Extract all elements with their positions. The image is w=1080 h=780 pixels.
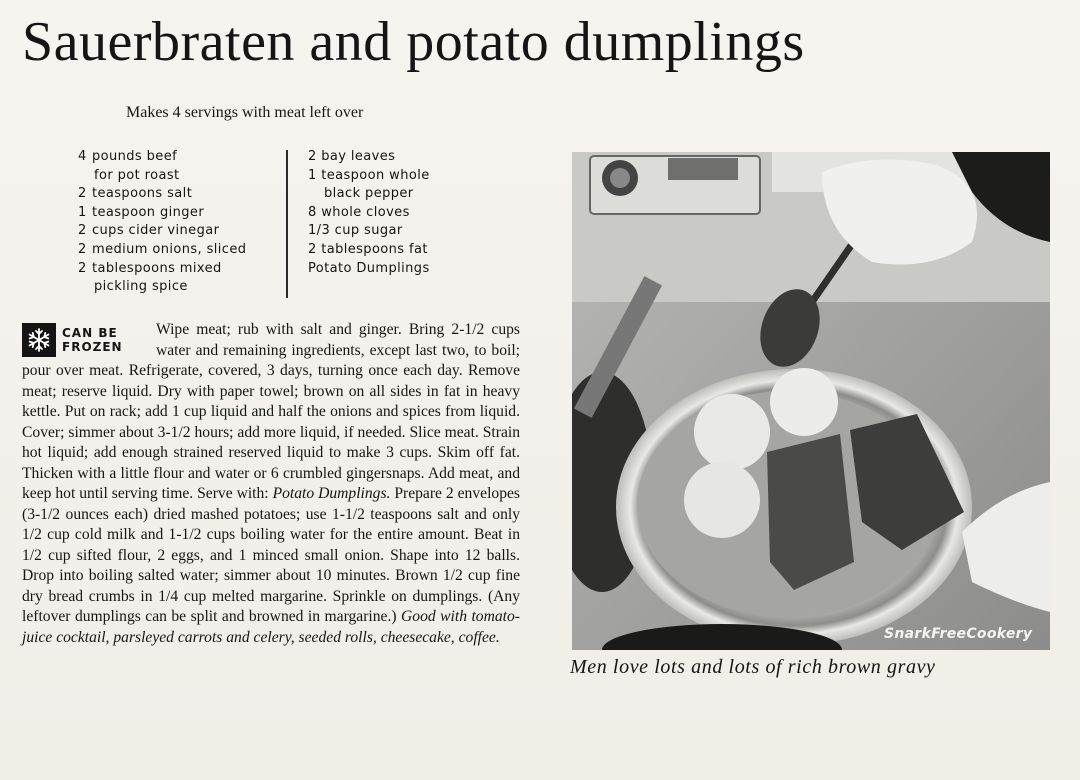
- servings-note: Makes 4 servings with meat left over: [126, 104, 364, 121]
- ingredient-quantity: 2: [78, 186, 87, 202]
- ingredient-item: [78, 204, 246, 223]
- directions-main-text: Wipe meat; rub with salt and ginger. Bring 2-1/2 cups water and remaining ingredients, except last two, to boil; pour over meat. Refrigerate, covered, 3 days, turning once each day. Remove meat; reserve liquid. Dry with paper towel; brown on all sides in fat in heavy kettle. Put on rack; add 1 cup liquid and half the onions and spices from liquid. Cover; simmer about 3-1/2 hours; add more liquid, if needed. Slice meat. Strain hot liquid; add enough strained reserved liquid to make 3 cups. Skim off fat. Thicken with a little flour and water or 6 crumbled gingersnaps. Add meat, and keep hot until serving time. Serve with:: [22, 321, 520, 502]
- recipe-title: Sauerbraten and potato dumplings: [22, 11, 805, 73]
- ingredients-right-column: [308, 148, 430, 278]
- ingredient-item: [78, 278, 246, 297]
- can-be-frozen-label: CAN BE FROZEN: [62, 326, 123, 354]
- ingredient-quantity: 2: [78, 241, 87, 257]
- ingredient-item: 8 whole cloves: [308, 204, 410, 220]
- ingredient-text: teaspoons salt: [92, 186, 193, 202]
- ingredient-item: [78, 148, 246, 167]
- ingredients-left-column: [78, 148, 246, 297]
- ingredient-quantity: 4: [78, 149, 87, 164]
- ingredient-item: 2 tablespoons fat: [308, 241, 428, 257]
- ingredient-item: black pepper: [324, 186, 414, 202]
- ingredient-item: Potato Dumplings: [308, 260, 430, 276]
- ingredient-item: [78, 222, 246, 241]
- ingredient-text: cups cider vinegar: [92, 223, 220, 239]
- ingredient-item: [78, 167, 246, 186]
- dumplings-text: Prepare 2 envelopes (3-1/2 ounces each) dried mashed potatoes; use 1-1/2 teaspoons salt and only 1/2 cup cold milk and 1-1/2 cups boiling water for the entire amount. Beat in 1/2 cup sifted flour, 2 eggs, and 1 minced small onion. Shape into 12 balls. Drop into boiling salted water; simmer about 10 minutes. Brown 1/2 cup fine dry bread crumbs in 1/4 cup melted margarine. Sprinkle on dumplings. (Any leftover dumplings can be split and browned in margarine.): [22, 485, 520, 625]
- dumplings-heading: Potato Dumplings.: [272, 485, 391, 502]
- ingredient-item: 1 teaspoon whole: [308, 167, 430, 183]
- ingredient-quantity: 2: [78, 260, 87, 276]
- ingredient-item: 1/3 cup sugar: [308, 223, 403, 239]
- ingredient-text: teaspoon ginger: [92, 204, 205, 220]
- ingredient-item: [78, 260, 246, 279]
- recipe-photo: [572, 152, 1050, 650]
- ingredient-quantity: 1: [78, 204, 87, 220]
- serving-suggestion: Good with tomato-juice cocktail, parsleyed carrots and celery, seeded rolls, cheesecake, coffee.: [22, 608, 520, 646]
- ingredient-quantity: 2: [78, 223, 87, 239]
- watermark: SnarkFreeCookery: [884, 626, 1033, 642]
- ingredient-text: for pot roast: [94, 167, 180, 183]
- ingredient-text: pounds beef: [92, 149, 178, 164]
- ingredient-text: pickling spice: [94, 279, 188, 295]
- ingredient-item: [78, 241, 246, 260]
- column-divider: [286, 150, 288, 298]
- ingredient-text: tablespoons mixed: [92, 260, 222, 276]
- ingredient-item: [78, 185, 246, 204]
- photo-caption: Men love lots and lots of rich brown gravy: [570, 656, 936, 678]
- ingredient-text: medium onions, sliced: [92, 241, 247, 257]
- recipe-directions: [22, 320, 520, 648]
- ingredient-item: 2 bay leaves: [308, 149, 396, 164]
